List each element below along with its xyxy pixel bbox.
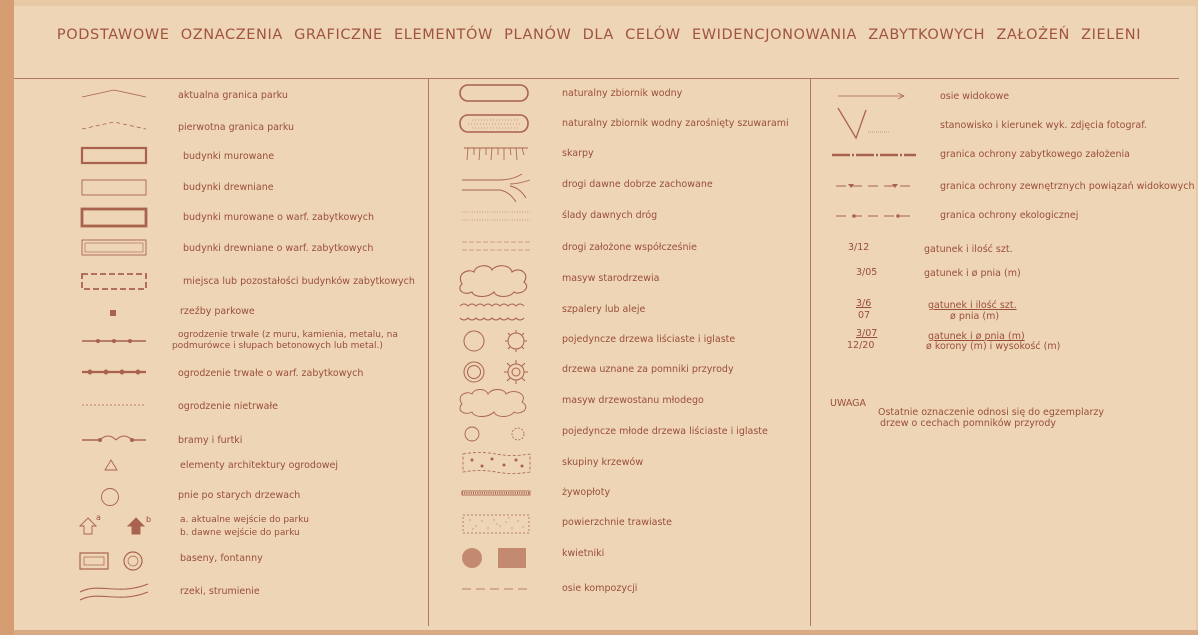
triangle-icon [104,459,118,471]
legend-label: budynki murowane o warf. zabytkowych [183,212,374,223]
monument-tree-icon [460,358,534,386]
legend-label: granica ochrony zabytkowego założenia [940,149,1130,160]
historic-wooden-building-icon [80,238,150,258]
permanent-fence-icon [80,335,150,347]
legend-label: masyw drzewostanu młodego [562,395,704,406]
legend-label: szpalery lub aleje [562,304,646,315]
flowerbed-icon [460,544,534,572]
legend-label: budynki drewniane [183,182,274,193]
legend-label: osie kompozycji [562,583,638,594]
legend-label-line2: ø pnia (m) [950,311,1000,322]
bottom-edge [14,630,1198,635]
old-tree-mass-icon [456,262,536,298]
legend-label: gatunek i ø pnia (m) [928,331,1025,342]
tag-a: a [96,513,101,522]
legend-label: ogrodzenie nietrwałe [178,401,279,412]
legend-label-line2: podmurówce i słupach betonowych lub metal.) [172,341,383,351]
water-body-icon [458,82,532,104]
legend-label: drzewa uznane za pomniki przyrody [562,364,734,375]
legend-label: pnie po starych drzewach [178,490,301,501]
note-heading: UWAGA [830,398,867,409]
legend-label: budynki murowane [183,151,275,162]
legend-label: granica ochrony ekologicznej [940,210,1079,221]
legend-label: baseny, fontanny [180,553,263,564]
legend-label: budynki drewniane o warf. zabytkowych [183,243,374,254]
page-title: PODSTAWOWE OZNACZENIA GRAFICZNE ELEMENTÓW PLANÓW DLA CELÓW EWIDENCJONOWANIA ZABYTKOWYCH ZAŁOŻEŃ ZIELENI [56,27,1142,43]
view-protection-border-icon [830,180,920,192]
legend-label: gatunek i ilość szt. [928,300,1017,311]
slope-icon [462,144,532,164]
legend-label: drogi dawne dobrze zachowane [562,179,713,190]
tree-code-line2: 12/20 [847,340,875,351]
legend-label: powierzchnie trawiaste [562,517,672,528]
old-road-icon [460,172,534,204]
stump-circle-icon [100,487,120,507]
gate-icon [80,430,150,446]
tree-code: 3/12 [848,242,870,253]
legend-label: rzeki, strumienie [180,586,260,597]
legend-label: rzeźby parkowe [180,306,255,317]
river-icon [78,578,158,604]
tag-b: b [146,515,152,524]
legend-label: ślady dawnych dróg [562,210,658,221]
note-line: drzew o cechach pomników przyrody [880,418,1057,429]
single-tree-icon [460,328,534,354]
modern-road-icon [460,238,532,254]
legend-label: gatunek i ø pnia (m) [924,268,1021,279]
grass-area-icon [460,512,534,536]
legend-label: elementy architektury ogrodowej [180,460,339,471]
tree-code: 3/05 [856,267,878,278]
legend-label: masyw starodrzewia [562,273,660,284]
legend-label: naturalny zbiornik wodny zarośnięty szuwarami [562,118,789,129]
young-tree-mass-icon [456,386,536,418]
photo-position-icon [836,106,916,142]
legend-label: naturalny zbiornik wodny [562,88,683,99]
actual-park-border-icon [80,88,150,100]
title-divider [14,78,1179,79]
legend-label: kwietniki [562,548,605,559]
legend-label: ogrodzenie trwałe o warf. zabytkowych [178,368,364,379]
legend-label: skupiny krzewów [562,457,644,468]
legend-label: aktualna granica parku [178,90,288,101]
shrub-group-icon [460,450,534,476]
legend-label: miejsca lub pozostałości budynków zabytkowych [183,276,415,287]
tree-code-line2: 07 [858,310,871,321]
original-park-border-icon [80,120,150,132]
wooden-building-icon [80,178,150,198]
legend-label: stanowisko i kierunek wyk. zdjęcia fotograf. [940,120,1147,131]
view-axis-icon [836,90,916,102]
legend-label: drogi założone współcześnie [562,242,698,253]
legend-label: gatunek i ilość szt. [924,244,1013,255]
fountain-icon [78,549,158,573]
historic-masonry-building-icon [80,207,150,229]
masonry-building-icon [80,146,150,166]
legend-label: a. aktualne wejście do parku [180,515,309,525]
ecological-border-icon [830,211,920,221]
note-line: Ostatnie oznaczenie odnosi się do egzemplarzy [878,407,1105,418]
historic-fence-icon [80,366,150,378]
young-tree-icon [460,422,534,446]
column-divider-1 [428,78,429,626]
tree-code: 3/6 [856,298,872,309]
legend-label: pierwotna granica parku [178,122,295,133]
legend-label: granica ochrony zewnętrznych powiązań widokowych [940,181,1195,192]
hedge-icon [460,488,534,498]
legend-label: skarpy [562,148,594,159]
alley-icon [458,300,534,324]
building-remains-icon [80,272,150,292]
legend-label: osie widokowe [940,91,1010,102]
reedy-water-icon [458,112,532,136]
tree-code: 3/07 [856,328,878,339]
legend-label: pojedyncze drzewa liściaste i iglaste [562,334,736,345]
road-trace-icon [460,208,532,224]
legend-label-line2: b. dawne wejście do parku [180,528,300,538]
left-edge-strip [0,0,14,635]
composition-axis-icon [460,584,534,594]
sculpture-icon [108,308,118,318]
legend-label: żywopłoty [562,487,611,498]
legend-label-line2: ø korony (m) i wysokość (m) [926,341,1061,352]
legend-label: ogrodzenie trwałe (z muru, kamienia, metalu, na [178,330,398,340]
heritage-protection-border-icon [830,150,920,160]
legend-label: pojedyncze młode drzewa liściaste i iglaste [562,426,768,437]
legend-label: bramy i furtki [178,435,243,446]
temporary-fence-icon [80,400,150,410]
column-divider-2 [810,78,811,626]
